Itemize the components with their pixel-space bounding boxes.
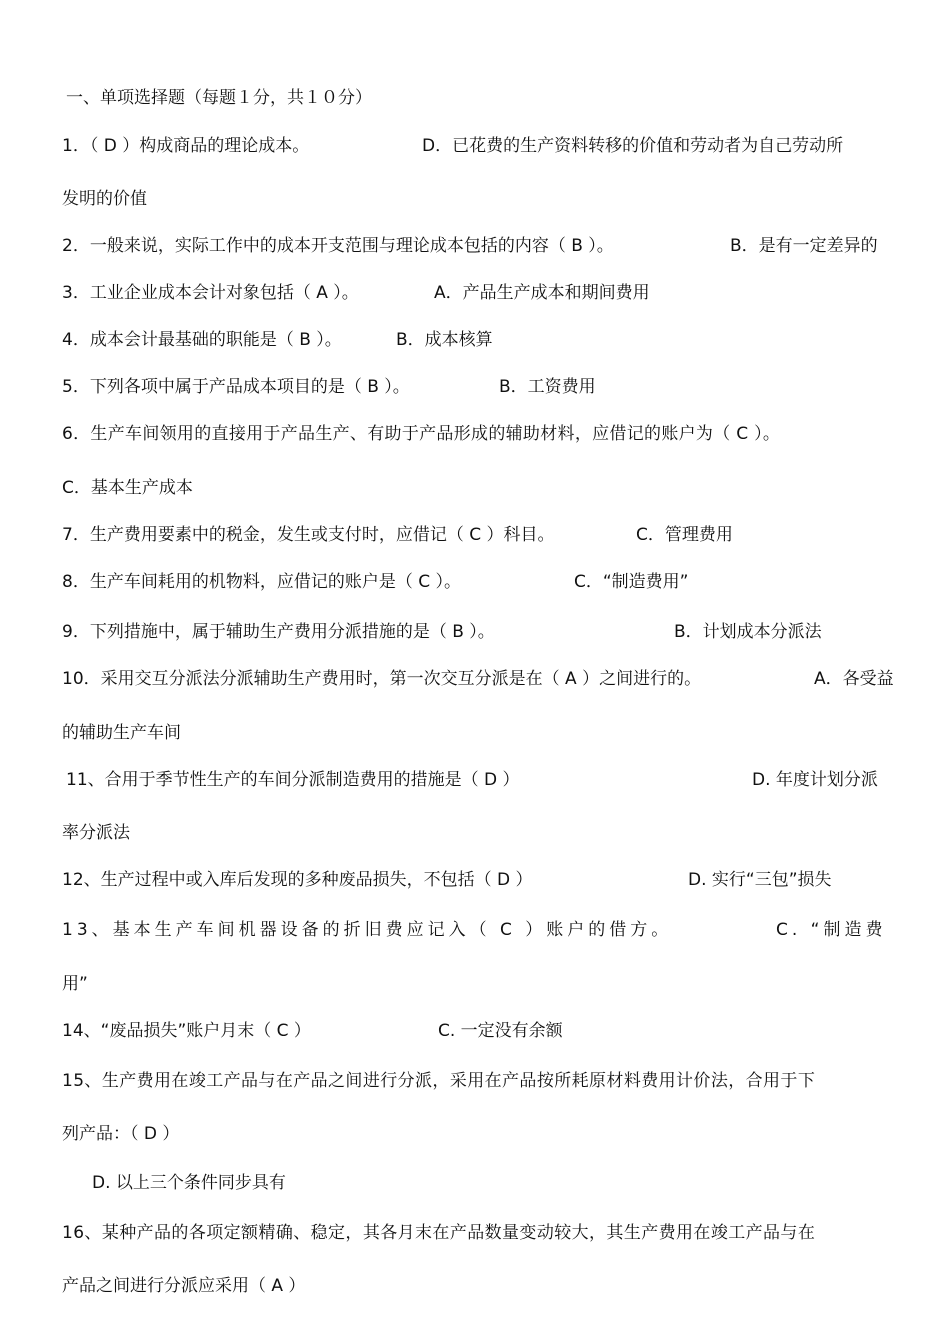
question-10-text: 10．采用交互分派法分派辅助生产费用时，第一次交互分派是在（ A ）之间进行的。 [62, 669, 702, 689]
question-4-text: 4．成本会计最基础的职能是（ B ）。 [62, 330, 342, 350]
question-12-answer: D. 实行“三包”损失 [688, 870, 832, 890]
question-7-text: 7．生产费用要素中的税金，发生或支付时，应借记（ C ）科目。 [62, 525, 555, 545]
question-9 [62, 620, 902, 644]
question-8 [62, 570, 902, 594]
question-1 [62, 134, 902, 158]
question-15-continued: 列产品：（ D ） [62, 1124, 180, 1144]
question-16: 16、某种产品的各项定额精确、稳定，其各月末在产品数量变动较大，其生产费用在竣工产品与在 [62, 1223, 816, 1243]
question-13-answer: C. “制造费 [776, 920, 887, 940]
question-5 [62, 375, 902, 399]
question-4 [62, 328, 902, 352]
question-12 [62, 868, 902, 892]
question-8-answer: C．“制造费用” [574, 572, 689, 592]
question-11-text: 11、合用于季节性生产的车间分派制造费用的措施是（ D ） [66, 770, 520, 790]
question-14-answer: C. 一定没有余额 [438, 1021, 563, 1041]
question-1-continued: 发明的价值 [62, 189, 147, 209]
question-2-answer: B．是有一定差异的 [730, 236, 878, 256]
question-10-answer: A．各受益 [814, 669, 894, 689]
question-3-answer: A．产品生产成本和期间费用 [434, 283, 650, 303]
question-1-text: 1．（ D ）构成商品的理论成本。 [62, 136, 310, 156]
question-9-text: 9．下列措施中，属于辅助生产费用分派措施的是（ B ）。 [62, 622, 495, 642]
question-10 [62, 667, 902, 691]
question-3-text: 3．工业企业成本会计对象包括（ A ）。 [62, 283, 359, 303]
question-7-answer: C．管理费用 [636, 525, 733, 545]
question-6: 6．生产车间领用的直接用于产品生产、有助于产品形成的辅助材料，应借记的账户为（ C ）。 [62, 424, 781, 444]
question-13-text: 13、基本生产车间机器设备的折旧费应记入（ C ）账户的借方。 [62, 920, 673, 940]
question-11 [66, 768, 906, 792]
question-2-text: 2．一般来说，实际工作中的成本开支范围与理论成本包括的内容（ B ）。 [62, 236, 614, 256]
question-13-continued: 用” [62, 974, 88, 994]
question-14 [62, 1019, 902, 1043]
question-9-answer: B．计划成本分派法 [674, 622, 822, 642]
question-11-answer: D. 年度计划分派 [752, 770, 878, 790]
question-4-answer: B．成本核算 [396, 330, 493, 350]
question-14-text: 14、“废品损失”账户月末（ C ） [62, 1021, 311, 1041]
question-5-text: 5．下列各项中属于产品成本项目的是（ B ）。 [62, 377, 410, 397]
question-3 [62, 281, 902, 305]
question-16-continued: 产品之间进行分派应采用（ A ） [62, 1276, 306, 1296]
section-title: 一、单项选择题（每题１分，共１０分） [66, 88, 372, 108]
question-1-answer: D．已花费的生产资料转移的价值和劳动者为自己劳动所 [422, 136, 844, 156]
question-15-answer: D. 以上三个条件同步具有 [92, 1173, 286, 1193]
question-6-answer: C．基本生产成本 [62, 478, 193, 498]
question-12-text: 12、生产过程中或入库后发现的多种废品损失，不包括（ D ） [62, 870, 533, 890]
question-15: 15、生产费用在竣工产品与在产品之间进行分派，采用在产品按所耗原材料费用计价法，合用于下 [62, 1071, 816, 1091]
question-10-continued: 的辅助生产车间 [62, 723, 181, 743]
question-8-text: 8．生产车间耗用的机物料，应借记的账户是（ C ）。 [62, 572, 461, 592]
question-11-continued: 率分派法 [62, 823, 130, 843]
question-13 [62, 918, 902, 942]
question-2 [62, 234, 902, 258]
question-5-answer: B．工资费用 [499, 377, 596, 397]
question-7 [62, 523, 902, 547]
